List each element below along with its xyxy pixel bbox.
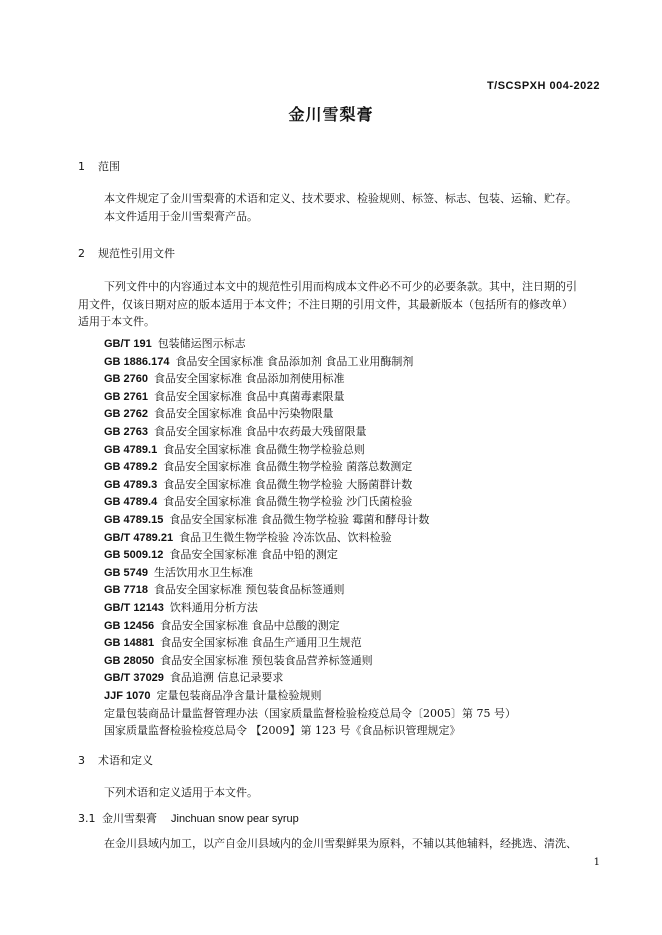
reference-item [104, 581, 429, 599]
reference-title: 食品安全国家标准 食品中真菌毒素限量 [154, 389, 345, 403]
term-name-en: Jinchuan snow pear syrup [171, 813, 299, 825]
reference-item [104, 652, 429, 670]
reference-title: 食品安全国家标准 食品微生物学检验 沙门氏菌检验 [163, 495, 413, 509]
reference-code: GB/T 4789.21 [104, 531, 174, 544]
reference-title: 食品安全国家标准 食品添加剂 食品工业用酶制剂 [175, 354, 414, 368]
reference-title: 食品安全国家标准 食品微生物学检验 霉菌和酵母计数 [169, 512, 430, 526]
document-title: 金川雪梨膏 [288, 105, 374, 124]
paragraph-line: 本文件规定了金川雪梨膏的术语和定义、技术要求、检验规则、标签、标志、包装、运输、贮存。 [104, 192, 577, 205]
reference-item [104, 493, 429, 511]
section-heading-terms [78, 752, 153, 768]
paragraph-line: 下列术语和定义适用于本文件。 [104, 786, 258, 799]
section-heading-scope [78, 158, 120, 174]
reference-title: 食品安全国家标准 预包装食品营养标签通则 [160, 653, 373, 667]
document-number: T/SCSPXH 004-2022 [486, 80, 600, 92]
section-title: 术语和定义 [98, 754, 153, 767]
reference-code: JJF 1070 [104, 689, 151, 702]
reference-code: GB 2762 [104, 408, 149, 421]
reference-title: 食品安全国家标准 食品生产通用卫生规范 [160, 636, 362, 650]
section-title: 规范性引用文件 [98, 247, 175, 260]
reference-code: GB 2763 [104, 425, 149, 438]
term-number: 3.1 [78, 812, 96, 825]
reference-title: 食品追溯 信息记录要求 [169, 671, 284, 685]
section-title: 范围 [98, 160, 120, 173]
reference-title: 食品卫生微生物学检验 冷冻饮品、饮料检验 [179, 530, 392, 544]
reference-title: 食品安全国家标准 食品微生物学检验总则 [163, 442, 365, 456]
reference-title: 食品安全国家标准 食品微生物学检验 菌落总数测定 [163, 460, 413, 474]
reference-code: GB/T 12143 [104, 601, 164, 614]
reference-item [104, 458, 429, 476]
paragraph-line: 适用于本文件。 [78, 315, 155, 328]
reference-code: GB 1886.174 [104, 355, 170, 368]
definition-line: 在金川县域内加工，以产自金川县域内的金川雪梨鲜果为原料，不辅以其他辅料，经挑选、清洗、 [104, 837, 577, 850]
reference-item [104, 634, 429, 652]
reference-code: GB 12456 [104, 619, 155, 632]
reference-code: GB 7718 [104, 584, 149, 597]
reference-code: GB 4789.1 [104, 443, 158, 456]
reference-item [104, 599, 429, 617]
reference-code: GB 5749 [104, 566, 149, 579]
reference-item [104, 476, 429, 494]
reference-item [104, 335, 429, 353]
reference-code: GB 4789.4 [104, 496, 158, 509]
reference-title: 食品安全国家标准 食品中总酸的测定 [160, 618, 340, 632]
scope-paragraph [78, 190, 605, 225]
reference-code: GB 2760 [104, 373, 149, 386]
extra-reference-management-measures: 定量包装商品计量监督管理办法（国家质量监督检验检疫总局令〔2005〕第 75 号） [104, 707, 516, 720]
section-heading-normative-references [78, 245, 175, 261]
reference-title: 食品安全国家标准 预包装食品标签通则 [154, 583, 345, 597]
reference-title: 饮料通用分析方法 [169, 600, 258, 614]
reference-item [104, 546, 429, 564]
reference-item [104, 441, 429, 459]
reference-title: 食品安全国家标准 食品中铅的测定 [169, 548, 338, 562]
reference-item [104, 405, 429, 423]
section-number: 1 [78, 160, 85, 173]
paragraph-line: 本文件适用于金川雪梨膏产品。 [104, 209, 258, 223]
reference-item [104, 370, 429, 388]
reference-item [104, 511, 429, 529]
references-intro-paragraph [78, 278, 605, 331]
reference-code: GB 5009.12 [104, 549, 164, 562]
reference-title: 包装储运图示标志 [157, 337, 246, 350]
reference-code: GB/T 191 [104, 338, 152, 350]
reference-title: 食品安全国家标准 食品中农药最大残留限量 [154, 424, 367, 438]
term-definition [78, 835, 605, 853]
reference-code: GB 4789.2 [104, 461, 158, 474]
reference-item [104, 687, 429, 705]
terms-intro-paragraph [78, 784, 605, 802]
reference-list [104, 335, 429, 704]
reference-title: 食品安全国家标准 食品添加剂使用标准 [154, 372, 345, 386]
reference-item [104, 669, 429, 687]
reference-code: GB 4789.15 [104, 513, 164, 526]
reference-code: GB 28050 [104, 654, 155, 667]
reference-code: GB 14881 [104, 637, 155, 650]
reference-title: 食品安全国家标准 食品中污染物限量 [154, 407, 334, 421]
reference-item [104, 617, 429, 635]
reference-item [104, 564, 429, 582]
extra-reference-labeling-provisions: 国家质量监督检验检疫总局令 【2009】第 123 号《食品标识管理规定》 [104, 724, 461, 737]
reference-code: GB 4789.3 [104, 478, 158, 491]
reference-code: GB/T 37029 [104, 672, 164, 685]
reference-item [104, 529, 429, 547]
reference-item [104, 423, 429, 441]
page-number: 1 [593, 857, 600, 868]
reference-code: GB 2761 [104, 390, 149, 403]
reference-title: 生活饮用水卫生标准 [154, 565, 254, 579]
reference-item [104, 388, 429, 406]
reference-title: 定量包装商品净含量计量检验规则 [156, 688, 322, 702]
reference-item [104, 353, 429, 371]
term-entry [78, 810, 299, 826]
section-number: 2 [78, 247, 85, 260]
section-number: 3 [78, 754, 85, 767]
reference-title: 食品安全国家标准 食品微生物学检验 大肠菌群计数 [163, 477, 413, 491]
paragraph-line: 用文件，仅该日期对应的版本适用于本文件；不注日期的引用文件，其最新版本（包括所有的修改单） [78, 297, 573, 311]
term-name-zh: 金川雪梨膏 [102, 812, 157, 825]
paragraph-line: 下列文件中的内容通过本文中的规范性引用而构成本文件必不可少的必要条款。其中，注日期的引 [104, 280, 577, 293]
